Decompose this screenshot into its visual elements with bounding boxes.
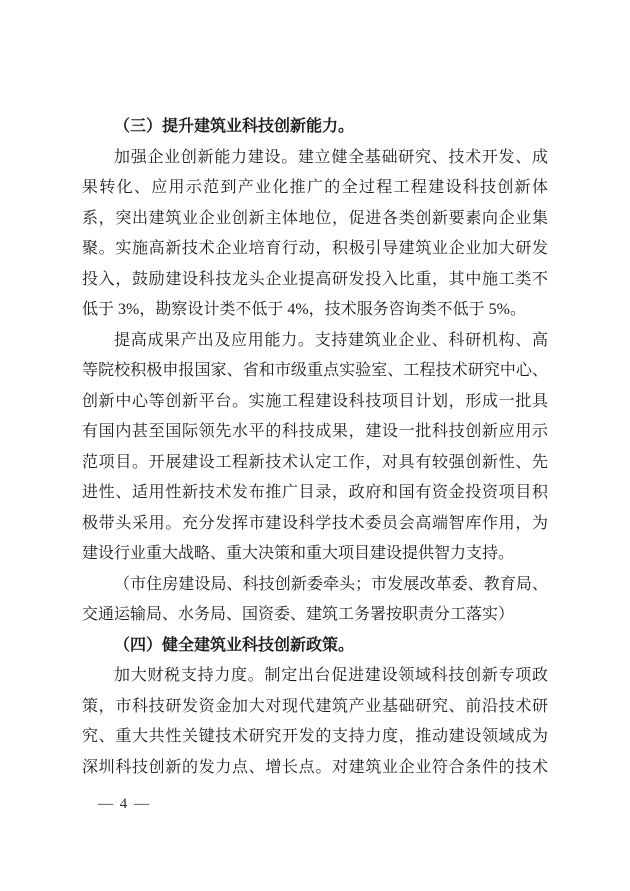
body-line: 加强企业创新能力建设。建立健全基础研究、技术开发、成	[114, 148, 548, 166]
body-line: 加大财税支持力度。制定出台促进建设领域科技创新专项政	[114, 667, 548, 684]
attribution-line: （市住房建设局、科技创新委牵头；市发展改革委、教育局、	[114, 575, 548, 593]
body-line: 策，市科技研发资金加大对现代建筑产业基础研究、前沿技术研	[82, 697, 548, 715]
page-number: — 4 —	[98, 796, 151, 812]
body-line: 投入，鼓励建设科技龙头企业提高研发投入比重，其中施工类不	[82, 270, 548, 288]
body-line: 聚。实施高新技术企业培育行动，积极引导建筑业企业加大研发	[82, 240, 548, 257]
body-line: 究、重大共性关键技术研究开发的支持力度，推动建设领域成为	[82, 728, 548, 745]
attribution-line: 交通运输局、水务局、国资委、建筑工务署按职责分工落实）	[82, 606, 515, 623]
document-body	[82, 112, 548, 783]
body-line: 果转化、应用示范到产业化推广的全过程工程建设科技创新体	[82, 179, 548, 196]
body-line: 低于 3%，勘察设计类不低于 4%，技术服务咨询类不低于 5%。	[82, 301, 526, 318]
body-line: 等院校积极申报国家、省和市级重点实验室、工程技术研究中心、	[82, 362, 548, 379]
body-line: 创新中心等创新平台。实施工程建设科技项目计划，形成一批具	[82, 392, 548, 410]
page-footer	[98, 792, 151, 816]
heading-line: （四）健全建筑业科技创新政策。	[114, 636, 355, 654]
heading-line: （三）提升建筑业科技创新能力。	[114, 118, 355, 135]
body-line: 进性、适用性新技术发布推广目录，政府和国有资金投资项目积	[82, 484, 548, 501]
body-line: 提高成果产出及应用能力。支持建筑业企业、科研机构、高	[114, 331, 548, 349]
body-line: 极带头采用。充分发挥市建设科学技术委员会高端智库作用，为	[82, 514, 548, 532]
body-line: 有国内甚至国际领先水平的科技成果，建设一批科技创新应用示	[82, 423, 548, 440]
body-line: 范项目。开展建设工程新技术认定工作，对具有较强创新性、先	[82, 453, 548, 471]
body-line: 系，突出建筑业企业创新主体地位，促进各类创新要素向企业集	[82, 209, 548, 227]
body-line: 深圳科技创新的发力点、增长点。对建筑业企业符合条件的技术	[82, 758, 548, 776]
body-line: 建设行业重大战略、重大决策和重大项目建设提供智力支持。	[82, 545, 515, 562]
